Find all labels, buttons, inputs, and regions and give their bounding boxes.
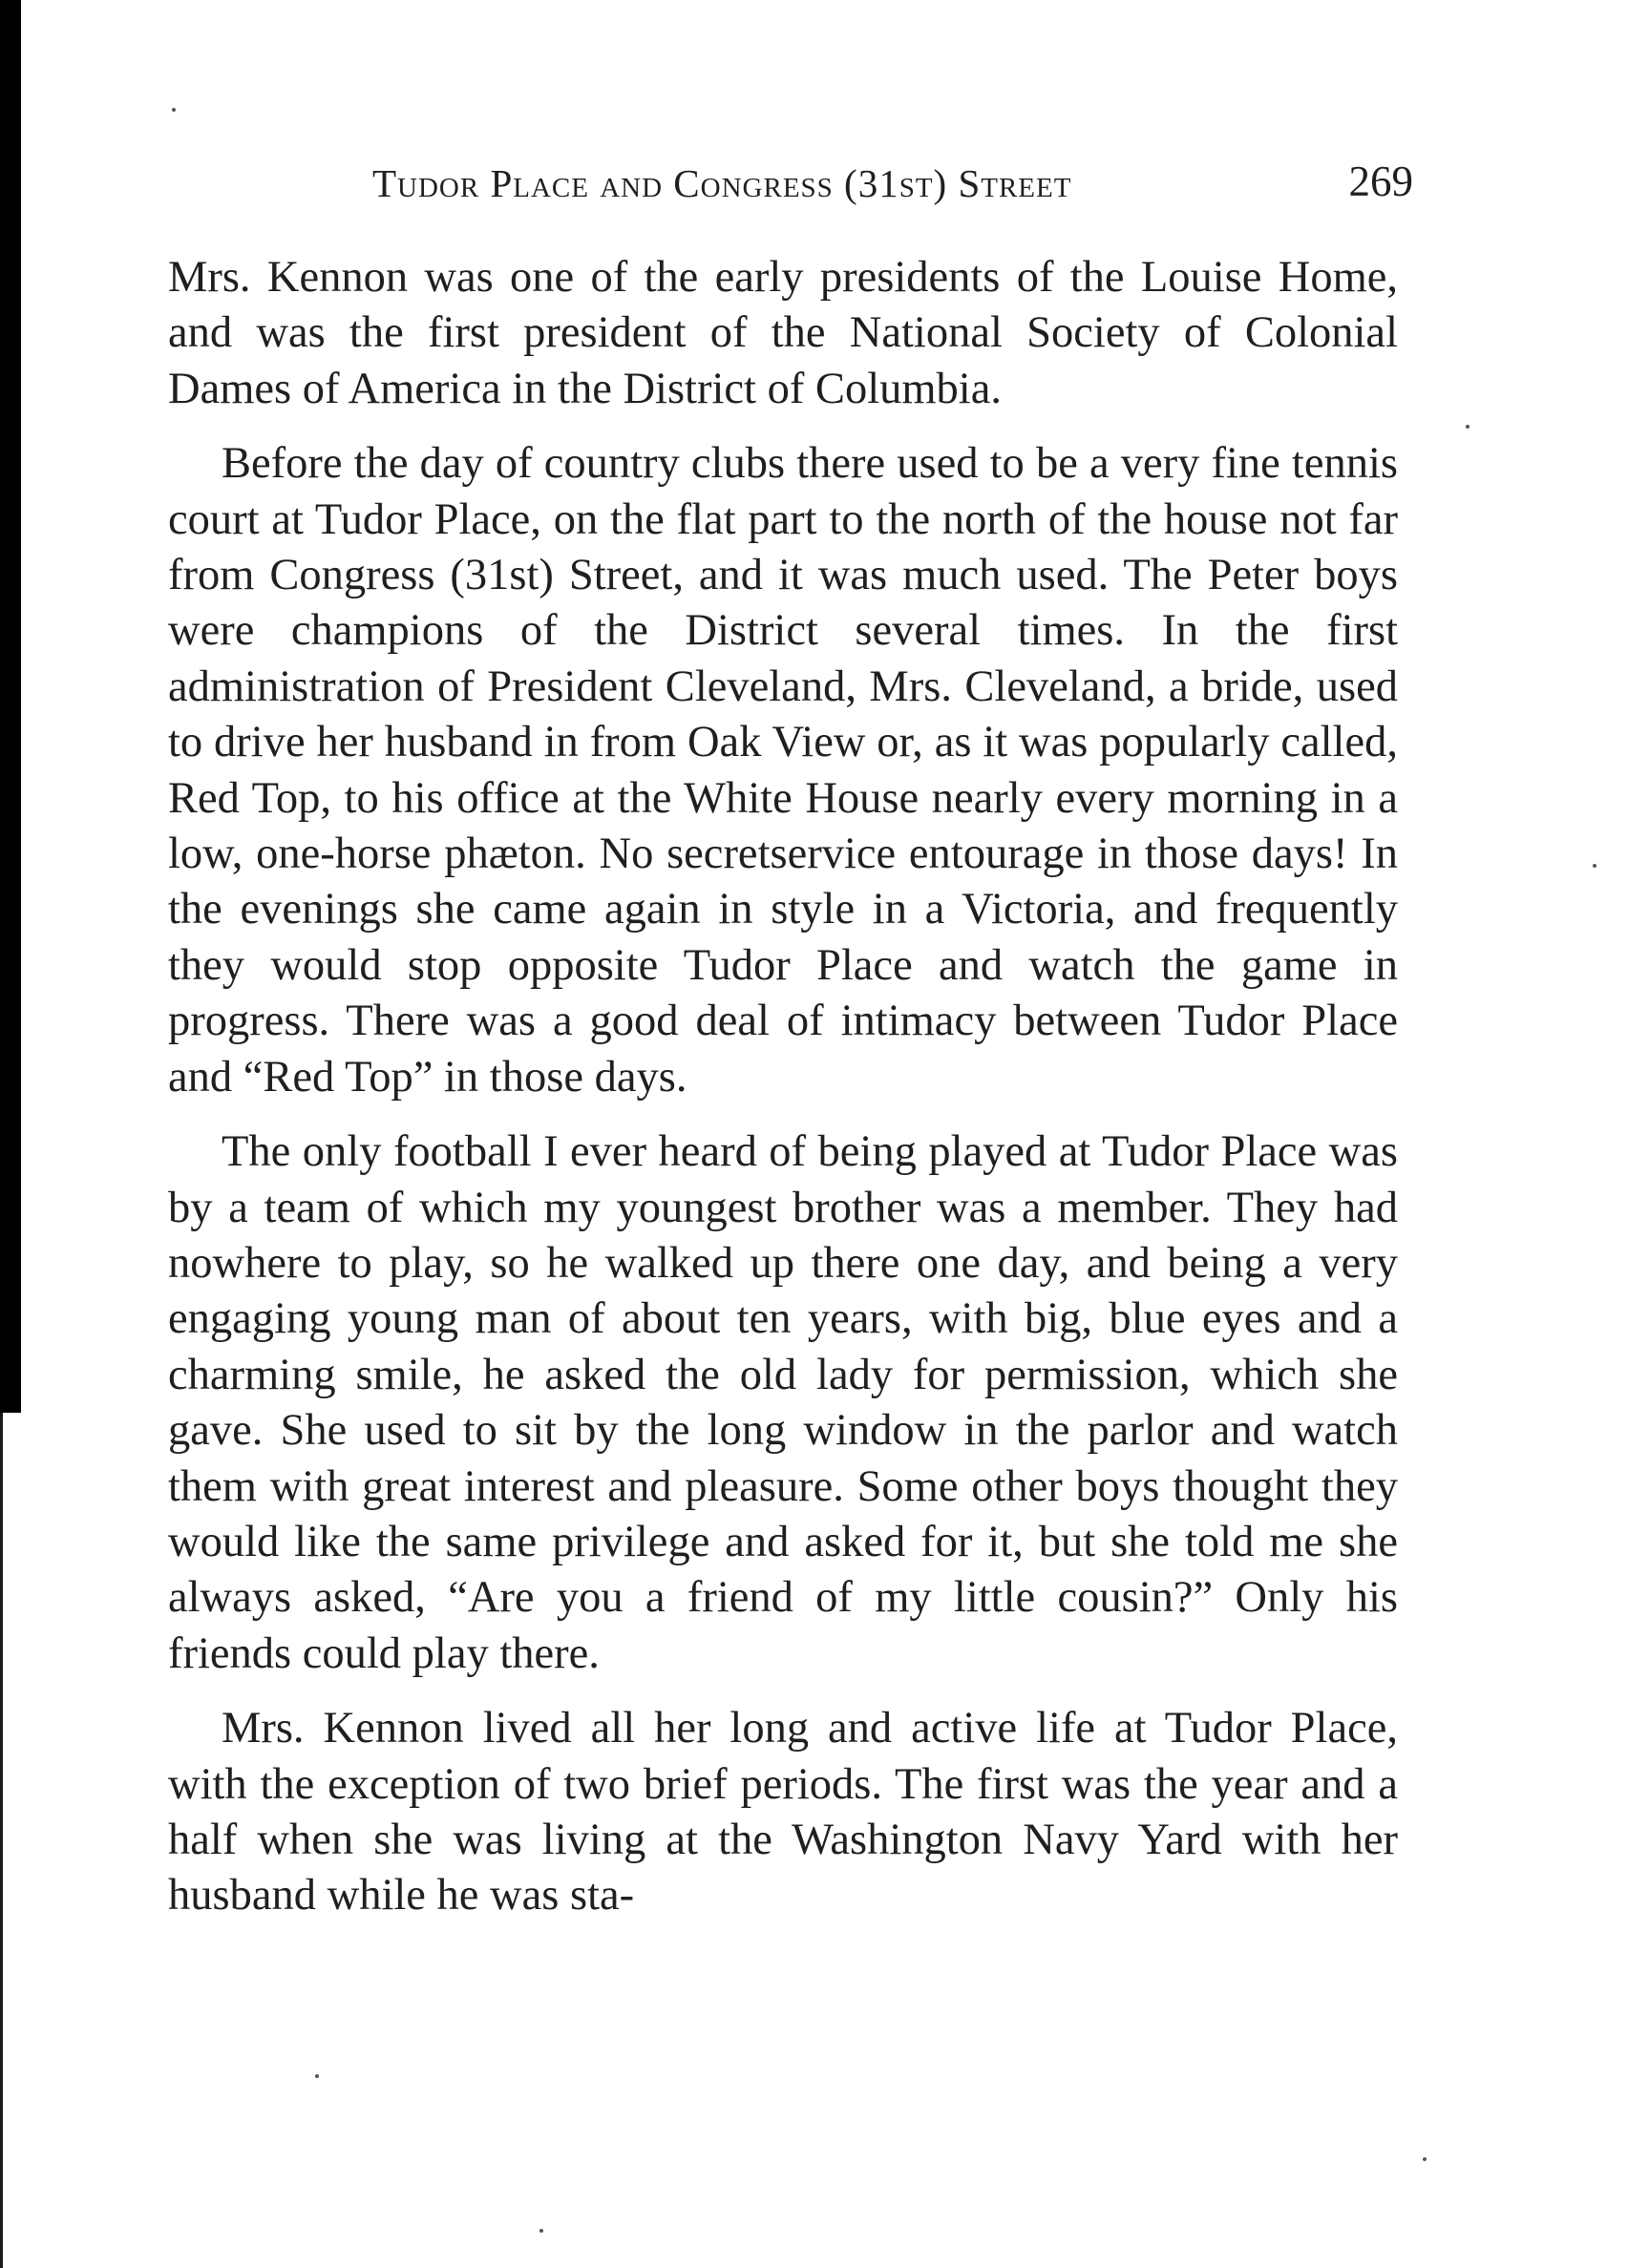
scan-speck <box>315 2074 319 2078</box>
scan-speck <box>172 108 176 112</box>
scan-speck <box>539 2229 543 2233</box>
paragraph: Before the day of country clubs there used to be a very fine tennis court at Tudor Place, on the flat part to the north of the house not far from Congress (31st) Street, and it was much used. The Peter boys were champions of the District several times. In the first administration of President Cleveland, Mrs. Cleveland, a bride, used to drive her husband in from Oak View or, as it was popularly called, Red Top, to his office at the White House nearly every morning in a low, one-horse phæton. No secretservice entourage in those days! In the evenings she came again in style in a Victoria, and frequently they would stop opposite Tudor Place and watch the game in progress. There was a good deal of intimacy between Tudor Place and “Red Top” in those days. <box>168 439 1398 1102</box>
paragraph: Mrs. Kennon lived all her long and active life at Tudor Place, with the exception of two brief periods. The first was the year and a half when she was living at the Washington Navy Yard with her husband while he was sta- <box>168 1704 1398 1921</box>
paragraph: Mrs. Kennon was one of the early presidents of the Louise Home, and was the first president of the National Society of Colonial Dames of America in the District of Columbia. <box>168 253 1398 413</box>
scan-speck <box>1593 864 1596 868</box>
scan-speck <box>1423 2157 1427 2161</box>
page-number: 269 <box>1348 158 1413 205</box>
scan-binding-edge <box>0 0 21 1413</box>
running-title: Tudor Place and Congress (31st) Street <box>372 161 1072 205</box>
running-head <box>172 160 1413 218</box>
paragraph: The only football I ever heard of being played at Tudor Place was by a team of which my youngest brother was a member. They had nowhere to play, so he walked up there one day, and being a very engaging young man of about ten years, with big, blue eyes and a charming smile, he asked the old lady for permission, which she gave. She used to sit by the long window in the parlor and watch them with great interest and pleasure. Some other boys thought they would like the same privilege and asked for it, but she told me she always asked, “Are you a friend of my little cousin?” Only his friends could play there. <box>168 1127 1398 1678</box>
scan-speck <box>1466 425 1469 429</box>
scan-binding-edge-tail <box>0 1413 3 2268</box>
body-text <box>168 250 1398 1943</box>
